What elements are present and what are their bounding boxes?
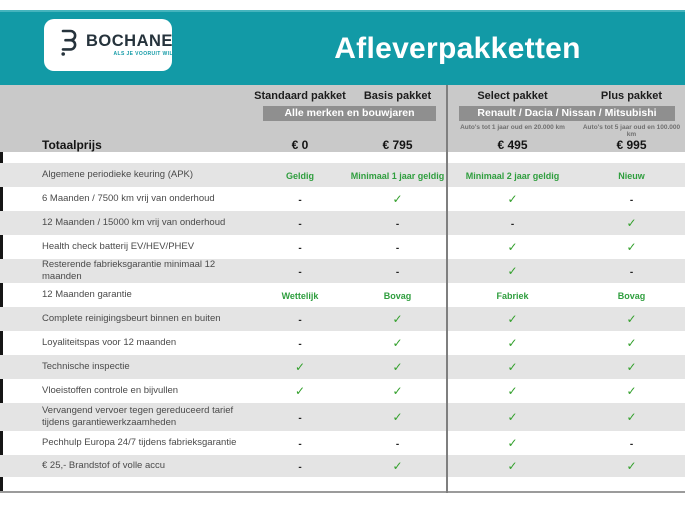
feature-value-cell — [348, 262, 447, 280]
table-row — [0, 403, 685, 431]
feature-value-cell — [578, 334, 685, 352]
feature-value-cell — [252, 334, 348, 352]
subnote-select: Auto's tot 1 jaar oud en 20.000 km — [460, 124, 565, 131]
check-icon: ✓ — [392, 312, 403, 326]
feature-value-cell — [447, 286, 578, 304]
bochane-logo-icon — [56, 27, 82, 64]
feature-value-cell — [578, 434, 685, 452]
table-row — [0, 283, 685, 307]
feature-value-cell — [252, 262, 348, 280]
check-icon: ✓ — [392, 410, 403, 424]
feature-value-cell — [252, 238, 348, 256]
table-row — [0, 163, 685, 187]
feature-value-cell — [447, 190, 578, 208]
package-name-row — [0, 90, 685, 103]
check-icon: ✓ — [626, 336, 637, 350]
feature-value-cell — [447, 310, 578, 328]
check-icon: ✓ — [507, 384, 518, 398]
feature-value-cell — [348, 214, 447, 232]
table-row — [0, 379, 685, 403]
feature-value-cell — [578, 166, 685, 184]
feature-value-cell — [578, 262, 685, 280]
feature-label: Vloeistoffen controle en bijvullen — [42, 385, 179, 397]
feature-value-cell — [447, 214, 578, 232]
check-icon: ✓ — [392, 384, 403, 398]
feature-value-cell — [578, 310, 685, 328]
dash-mark: - — [298, 462, 302, 473]
dash-mark: - — [395, 219, 400, 230]
feature-value-cell — [252, 382, 348, 400]
check-icon: ✓ — [626, 216, 637, 230]
feature-value-cell — [447, 238, 578, 256]
check-icon: ✓ — [626, 459, 637, 473]
dash-mark: - — [298, 439, 302, 450]
feature-label: Algemene periodieke keuring (APK) — [42, 169, 194, 181]
group-banner-row — [0, 106, 685, 121]
check-icon: ✓ — [507, 264, 518, 278]
feature-value-cell — [447, 457, 578, 475]
dash-mark: - — [629, 439, 634, 450]
feature-rows — [0, 163, 685, 477]
table-row — [0, 431, 685, 455]
feature-value-cell — [578, 190, 685, 208]
page-title: Afleverpakketten — [334, 31, 581, 65]
feature-value-cell — [252, 434, 348, 452]
feature-value-text: Bovag — [383, 291, 412, 301]
check-icon: ✓ — [392, 360, 403, 374]
package-name: Basis pakket — [363, 90, 432, 102]
feature-value-cell — [348, 334, 447, 352]
check-icon: ✓ — [294, 360, 306, 374]
check-icon: ✓ — [507, 312, 518, 326]
feature-value-cell — [447, 334, 578, 352]
check-icon: ✓ — [507, 459, 518, 473]
dash-mark: - — [395, 243, 400, 254]
feature-value-cell — [348, 190, 447, 208]
feature-label: Technische inspectie — [42, 361, 130, 373]
check-icon: ✓ — [507, 360, 518, 374]
feature-label: 12 Maanden / 15000 km vrij van onderhoud — [42, 217, 226, 229]
check-icon: ✓ — [507, 410, 518, 424]
dash-mark: - — [298, 413, 302, 424]
dash-mark: - — [298, 243, 302, 254]
dash-mark: - — [395, 267, 400, 278]
brand-logo — [44, 19, 172, 71]
table-row — [0, 187, 685, 211]
check-icon: ✓ — [507, 436, 518, 450]
table-header — [0, 85, 685, 152]
check-icon: ✓ — [626, 410, 637, 424]
check-icon: ✓ — [626, 360, 637, 374]
dash-mark: - — [395, 439, 400, 450]
feature-value-text: Nieuw — [618, 171, 645, 181]
feature-label: Vervangend vervoer tegen gereduceerd tarief tijdens garantiewerkzaamheden — [42, 405, 234, 428]
feature-value-cell — [348, 457, 447, 475]
table-row — [0, 307, 685, 331]
brand-text — [86, 33, 173, 58]
feature-label: Loyaliteitspas voor 12 maanden — [42, 337, 177, 349]
table-row — [0, 211, 685, 235]
feature-value-cell — [447, 358, 578, 376]
dash-mark: - — [298, 195, 302, 206]
feature-value-cell — [348, 166, 447, 184]
feature-value-cell — [252, 286, 348, 304]
feature-value-cell — [348, 286, 447, 304]
feature-value-cell — [578, 408, 685, 426]
top-margin — [0, 0, 685, 10]
feature-value-cell — [252, 310, 348, 328]
feature-value-cell — [348, 358, 447, 376]
dash-mark: - — [510, 219, 515, 230]
feature-label: Complete reinigingsbeurt binnen en buiten — [42, 313, 221, 325]
feature-value-cell — [252, 166, 348, 184]
brand-tagline: ALS JE VOORUIT WIL — [113, 51, 173, 58]
feature-value-cell — [252, 457, 348, 475]
check-icon: ✓ — [392, 192, 403, 206]
feature-value-text: Fabriek — [496, 291, 529, 301]
package-price: € 495 — [497, 137, 528, 152]
package-price: € 0 — [291, 137, 309, 152]
feature-label: 6 Maanden / 7500 km vrij van onderhoud — [42, 193, 215, 205]
feature-value-cell — [252, 358, 348, 376]
subnote-row — [0, 121, 685, 138]
check-icon: ✓ — [507, 336, 518, 350]
feature-label: Resterende fabrieksgarantie minimaal 12 maanden — [42, 259, 216, 282]
check-icon: ✓ — [507, 240, 518, 254]
check-icon: ✓ — [507, 192, 518, 206]
package-name: Plus pakket — [600, 90, 663, 102]
table-bottom-border — [0, 491, 685, 493]
feature-value-cell — [447, 262, 578, 280]
check-icon: ✓ — [626, 312, 637, 326]
check-icon: ✓ — [626, 384, 637, 398]
table-row — [0, 235, 685, 259]
table-row — [0, 259, 685, 283]
table-row — [0, 455, 685, 477]
tail-spacer — [0, 477, 685, 491]
feature-value-cell — [447, 408, 578, 426]
feature-value-cell — [578, 286, 685, 304]
dash-mark: - — [629, 267, 634, 278]
header-spacer-cell — [0, 90, 252, 103]
dash-mark: - — [298, 219, 302, 230]
feature-value-cell — [578, 238, 685, 256]
feature-value-cell — [447, 382, 578, 400]
feature-value-cell — [578, 214, 685, 232]
feature-label: Pechhulp Europa 24/7 tijdens fabrieksgarantie — [42, 437, 237, 449]
feature-value-cell — [447, 166, 578, 184]
table-row — [0, 355, 685, 379]
dash-mark: - — [629, 195, 634, 206]
check-icon: ✓ — [294, 384, 306, 398]
dash-mark: - — [298, 315, 302, 326]
feature-value-text: Minimaal 2 jaar geldig — [465, 171, 560, 181]
feature-label: 12 Maanden garantie — [42, 289, 132, 301]
total-price-label: Totaalprijs — [42, 137, 102, 152]
feature-value-cell — [348, 408, 447, 426]
feature-value-cell — [252, 190, 348, 208]
subnote-plus: Auto's tot 5 jaar oud en 100.000 km — [582, 124, 681, 138]
feature-value-text: Minimaal 1 jaar geldig — [350, 171, 445, 181]
banner-brand-list: Renault / Dacia / Nissan / Mitsubishi — [459, 106, 675, 121]
table-row — [0, 331, 685, 355]
feature-value-text: Bovag — [617, 291, 646, 301]
feature-value-cell — [348, 238, 447, 256]
feature-value-text: Wettelijk — [281, 291, 319, 301]
package-name: Standaard pakket — [254, 90, 346, 102]
dash-mark: - — [298, 267, 302, 278]
package-price: € 795 — [382, 137, 413, 152]
title-area — [230, 12, 685, 85]
feature-value-cell — [447, 434, 578, 452]
feature-value-cell — [578, 457, 685, 475]
banner-all-brands: Alle merken en bouwjaren — [263, 106, 436, 121]
feature-value-cell — [578, 358, 685, 376]
dash-mark: - — [298, 339, 302, 350]
package-name: Select pakket — [477, 90, 548, 102]
feature-value-cell — [578, 382, 685, 400]
package-group-divider — [446, 85, 448, 493]
feature-value-cell — [348, 310, 447, 328]
feature-value-cell — [252, 214, 348, 232]
package-price: € 995 — [616, 137, 647, 152]
check-icon: ✓ — [626, 240, 637, 254]
brand-name: BOCHANE — [86, 31, 173, 50]
feature-value-text: Geldig — [285, 171, 314, 181]
feature-label: Health check batterij EV/HEV/PHEV — [42, 241, 195, 253]
check-icon: ✓ — [392, 336, 403, 350]
feature-value-cell — [348, 382, 447, 400]
feature-value-cell — [252, 408, 348, 426]
feature-label: € 25,- Brandstof of volle accu — [42, 460, 166, 472]
feature-value-cell — [348, 434, 447, 452]
spacer-row — [0, 152, 685, 163]
check-icon: ✓ — [392, 459, 403, 473]
header-bar — [0, 10, 685, 85]
